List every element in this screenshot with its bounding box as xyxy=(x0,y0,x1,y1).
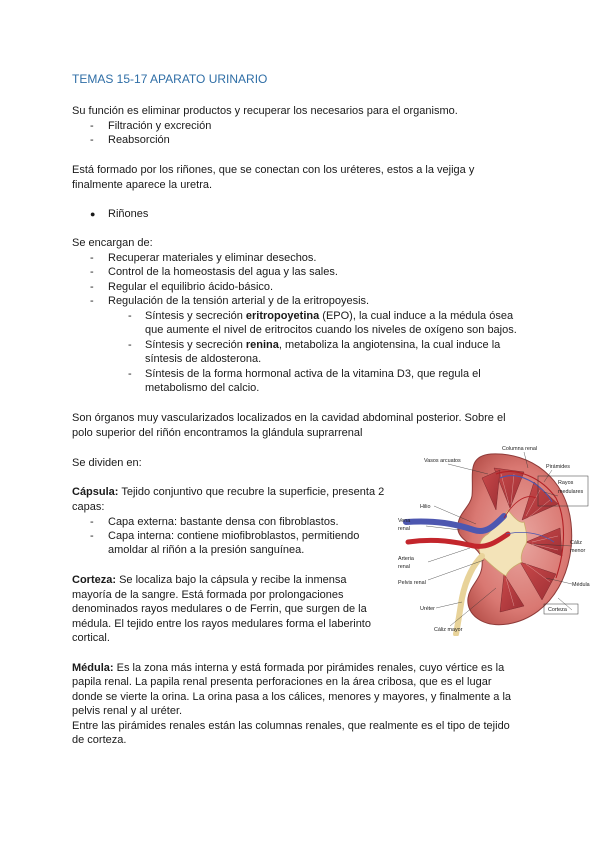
label-rayos-medulares-2: medulares xyxy=(558,489,584,495)
label-pelvis-renal: Pelvis renal xyxy=(398,580,426,586)
label-caliz-menor-2: menor xyxy=(570,548,586,554)
label-medula: Médula xyxy=(572,582,590,588)
organs-text-line2: polo superior del riñón encontramos la glándula suprarrenal xyxy=(72,427,363,439)
bullet-marker: ● xyxy=(90,209,96,219)
list-item: Control de la homeostasis del agua y las sales. xyxy=(108,266,338,278)
label-vena-renal: Vena xyxy=(398,518,411,524)
medula-line4: pelvis renal y al uréter. xyxy=(72,705,183,717)
capsula-line2: capas: xyxy=(72,501,105,513)
dash-marker: - xyxy=(90,530,94,542)
dash-marker: - xyxy=(90,120,94,132)
label-piramides: Pirámides xyxy=(546,464,570,470)
dash-marker: - xyxy=(128,310,132,322)
medula-line2: papila renal. La papila renal presenta perforaciones en la área cribosa, que es el lugar xyxy=(72,676,492,688)
list-item: Filtración y excreción xyxy=(108,120,212,132)
label-vasos-arcuatos: Vasos arcuatos xyxy=(424,458,461,464)
dividen-heading: Se dividen en: xyxy=(72,457,142,469)
page-title: TEMAS 15-17 APARATO URINARIO xyxy=(72,72,268,86)
kidney-diagram xyxy=(396,438,594,636)
label-columna-renal: Columna renal xyxy=(502,446,538,452)
sub-item-epo: Síntesis y secreción eritropoyetina (EPO), la cual induce a la médula ósea xyxy=(145,310,514,322)
list-item: Recuperar materiales y eliminar desechos. xyxy=(108,252,317,264)
formed-text-line2: finalmente aparece la uretra. xyxy=(72,179,213,191)
dash-marker: - xyxy=(90,295,94,307)
corteza-line2: mayoría de la sangre. Está formada por prolongaciones xyxy=(72,589,344,601)
encargan-heading: Se encargan de: xyxy=(72,237,153,249)
medula-line3: donde se vierte la orina. La orina pasa a los cálices, menores y mayores, y finalmente a la xyxy=(72,691,512,703)
dash-marker: - xyxy=(90,516,94,528)
label-caliz-mayor: Cáliz mayor xyxy=(434,627,463,633)
kidney-illustration xyxy=(396,438,594,636)
list-item: Regulación de la tensión arterial y de la eritropoyesis. xyxy=(108,295,370,307)
medula-line5: Entre las pirámides renales están las columnas renales, que realmente es el tipo de tejido xyxy=(72,720,510,732)
corteza-line4: médula. El tejido entre los rayos medulares forma el laberinto xyxy=(72,618,371,630)
corteza-line3: denominados rayos medulares o de Ferrin, que surgen de la xyxy=(72,603,367,615)
label-ureter: Uréter xyxy=(420,606,435,612)
sub-item-d3-line2: metabolismo del calcio. xyxy=(145,382,260,394)
medula-line1: Médula: Es la zona más interna y está formada por pirámides renales, cuyo vértice es la xyxy=(72,662,505,674)
organs-text-line1: Son órganos muy vascularizados localizados en la cavidad abdominal posterior. Sobre el xyxy=(72,412,506,424)
sub-item-renina-line2: síntesis de aldosterona. xyxy=(145,353,262,365)
medula-line6: de corteza. xyxy=(72,734,127,746)
corteza-line1: Corteza: Se localiza bajo la cápsula y recibe la inmensa xyxy=(72,574,347,586)
bullet-rinones: Riñones xyxy=(108,208,149,220)
label-caliz-menor: Cáliz xyxy=(570,540,582,546)
capsula-line1: Cápsula: Tejido conjuntivo que recubre la superficie, presenta 2 xyxy=(72,486,385,498)
label-arteria-renal-2: renal xyxy=(398,564,410,570)
label-vena-renal-2: renal xyxy=(398,526,410,532)
dash-marker: - xyxy=(90,134,94,146)
intro-text: Su función es eliminar productos y recuperar los necesarios para el organismo. xyxy=(72,105,458,117)
label-arteria-renal: Arteria xyxy=(398,556,414,562)
list-item: Reabsorción xyxy=(108,134,170,146)
label-corteza: Corteza xyxy=(548,607,567,613)
formed-text-line1: Está formado por los riñones, que se conectan con los uréteres, estos a la vejiga y xyxy=(72,164,475,176)
sub-item-renina: Síntesis y secreción renina, metaboliza la angiotensina, la cual induce la xyxy=(145,339,501,351)
dash-marker: - xyxy=(128,368,132,380)
dash-marker: - xyxy=(90,281,94,293)
dash-marker: - xyxy=(90,252,94,264)
list-item: Capa interna: contiene miofibroblastos, permitiendo xyxy=(108,530,360,542)
sub-item-d3: Síntesis de la forma hormonal activa de la vitamina D3, que regula el xyxy=(145,368,481,380)
list-item-continuation: amoldar al riñón a la presión sanguínea. xyxy=(108,544,305,556)
list-item: Regular el equilibrio ácido-básico. xyxy=(108,281,274,293)
sub-item-epo-line2: que aumente el nivel de eritrocitos cuando los niveles de oxígeno son bajos. xyxy=(145,324,517,336)
label-hilio: Hilio xyxy=(420,504,431,510)
dash-marker: - xyxy=(128,339,132,351)
label-rayos-medulares: Rayos xyxy=(558,480,574,486)
list-item: Capa externa: bastante densa con fibroblastos. xyxy=(108,516,339,528)
dash-marker: - xyxy=(90,266,94,278)
corteza-line5: cortical. xyxy=(72,632,110,644)
